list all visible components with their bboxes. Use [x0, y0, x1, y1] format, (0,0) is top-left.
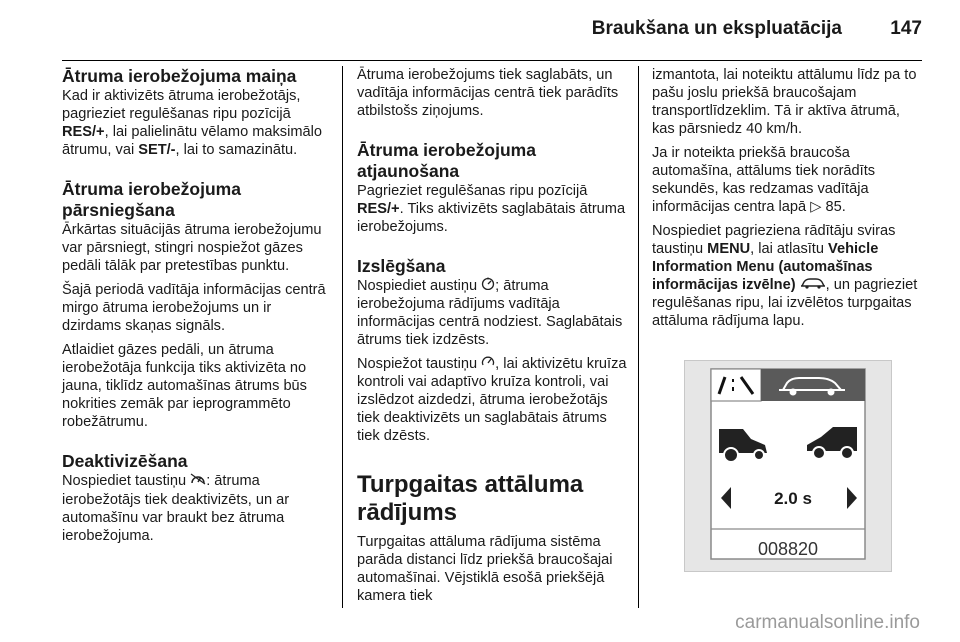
odometer-value: 008820: [757, 539, 819, 559]
paragraph: Atlaidiet gāzes pedāli, un ātruma ierobežotāja funkcija tiks aktivizēta no jauna, tiklīdz automašīnas ātrums būs nokrities zemāk par ieprogrammēto robežātrumu.: [62, 342, 307, 430]
column-3: [652, 66, 924, 336]
distance-gap-value: 2.0 s: [774, 489, 812, 508]
column-1: [62, 66, 334, 551]
car-menu-icon: [800, 277, 826, 293]
heading-following-distance: Turpgaitas attāluma rādījums: [357, 471, 584, 526]
paragraph: Ātruma ierobežojums tiek saglabāts, un vadītāja informācijas centrā tiek parādīts atbilstošs ziņojums.: [357, 67, 619, 119]
page-header: [0, 0, 960, 62]
page-number: 147: [890, 18, 922, 39]
heading-restore-limit: Ātruma ierobežojuma atjaunošana: [357, 140, 536, 181]
paragraph: Nospiediet pagrieziena rādītāju sviras taustiņu MENU, lai atlasītu Vehicle Information Menu (automašīnas informācijas izvēlne) , un pagrieziet regulēšanas ripu, lai izvēlētos turpgaitas attāluma rādījuma lapu.: [652, 223, 918, 329]
heading-deactivation: Deaktivizēšana: [62, 451, 188, 471]
paragraph: Nospiežot taustiņu , lai aktivizētu kruīza kontroli vai adaptīvo kruīza kontroli, vai izslēdzot aizdedzi, ātruma ierobežotājs tiek deaktivizēts un saglabātais ātrums tiek dzēsts.: [357, 356, 627, 444]
section-title: Braukšana un ekspluatācija: [591, 18, 842, 39]
heading-switch-off: Izslēgšana: [357, 256, 446, 276]
heading-speed-limit-change: Ātruma ierobežojuma maiņa: [62, 66, 297, 86]
cruise-control-icon: [481, 356, 495, 372]
paragraph: Šajā periodā vadītāja informācijas centrā mirgo ātruma ierobežojums un ir dzirdams skaņas signāls.: [62, 282, 326, 334]
column-2: [357, 66, 629, 611]
paragraph: Ja ir noteikta priekšā braucoša automašīna, attālums tiek norādīts sekundēs, kas redzamas vadītāja informācijas centra lapā ▷ 85.: [652, 145, 876, 215]
paragraph: Turpgaitas attāluma rādījuma sistēma parāda distanci līdz priekšā braucošajai automašīnai. Vējstiklā esošā priekšējā kamera tiek: [357, 534, 613, 604]
header-rule: [62, 60, 922, 61]
paragraph: Kad ir aktivizēts ātruma ierobežotājs, pagrieziet regulēšanas ripu pozīcijā RES/+, lai palielinātu vēlamo maksimālo ātrumu, vai SET/-, lai to samazinātu.: [62, 88, 322, 158]
speedometer-icon: [481, 278, 495, 294]
following-distance-display: [684, 360, 892, 572]
speed-limiter-off-icon: [190, 474, 206, 489]
column-divider: [638, 66, 639, 608]
watermark: carmanualsonline.info: [735, 612, 920, 633]
paragraph: izmantota, lai noteiktu attālumu līdz pa to pašu joslu priekšā braucošajam transportlīdzeklim. Tā ir aktīva ātrumā, kas pārsniedz 40 km/h.: [652, 67, 917, 137]
column-divider: [342, 66, 343, 608]
paragraph: Pagrieziet regulēšanas ripu pozīcijā RES/+. Tiks aktivizēts saglabātais ātruma ierobežojums.: [357, 183, 626, 235]
heading-exceed-limit: Ātruma ierobežojuma pārsniegšana: [62, 179, 241, 220]
reference-arrow-icon: ▷: [810, 199, 826, 215]
paragraph: Nospiediet austiņu ; ātruma ierobežojuma rādījums vadītāja informācijas centrā nodziest. Saglabātais ātrums tiek izdzēsts.: [357, 278, 623, 348]
paragraph: Nospiediet taustiņu : ātruma ierobežotājs tiek deaktivizēts, un ar automašīnu var braukt bez ātruma ierobežojuma.: [62, 473, 290, 544]
paragraph: Ārkārtas situācijās ātruma ierobežojumu var pārsniegt, stingri nospiežot gāzes pedāli tālāk par pretestības punktu.: [62, 222, 322, 274]
